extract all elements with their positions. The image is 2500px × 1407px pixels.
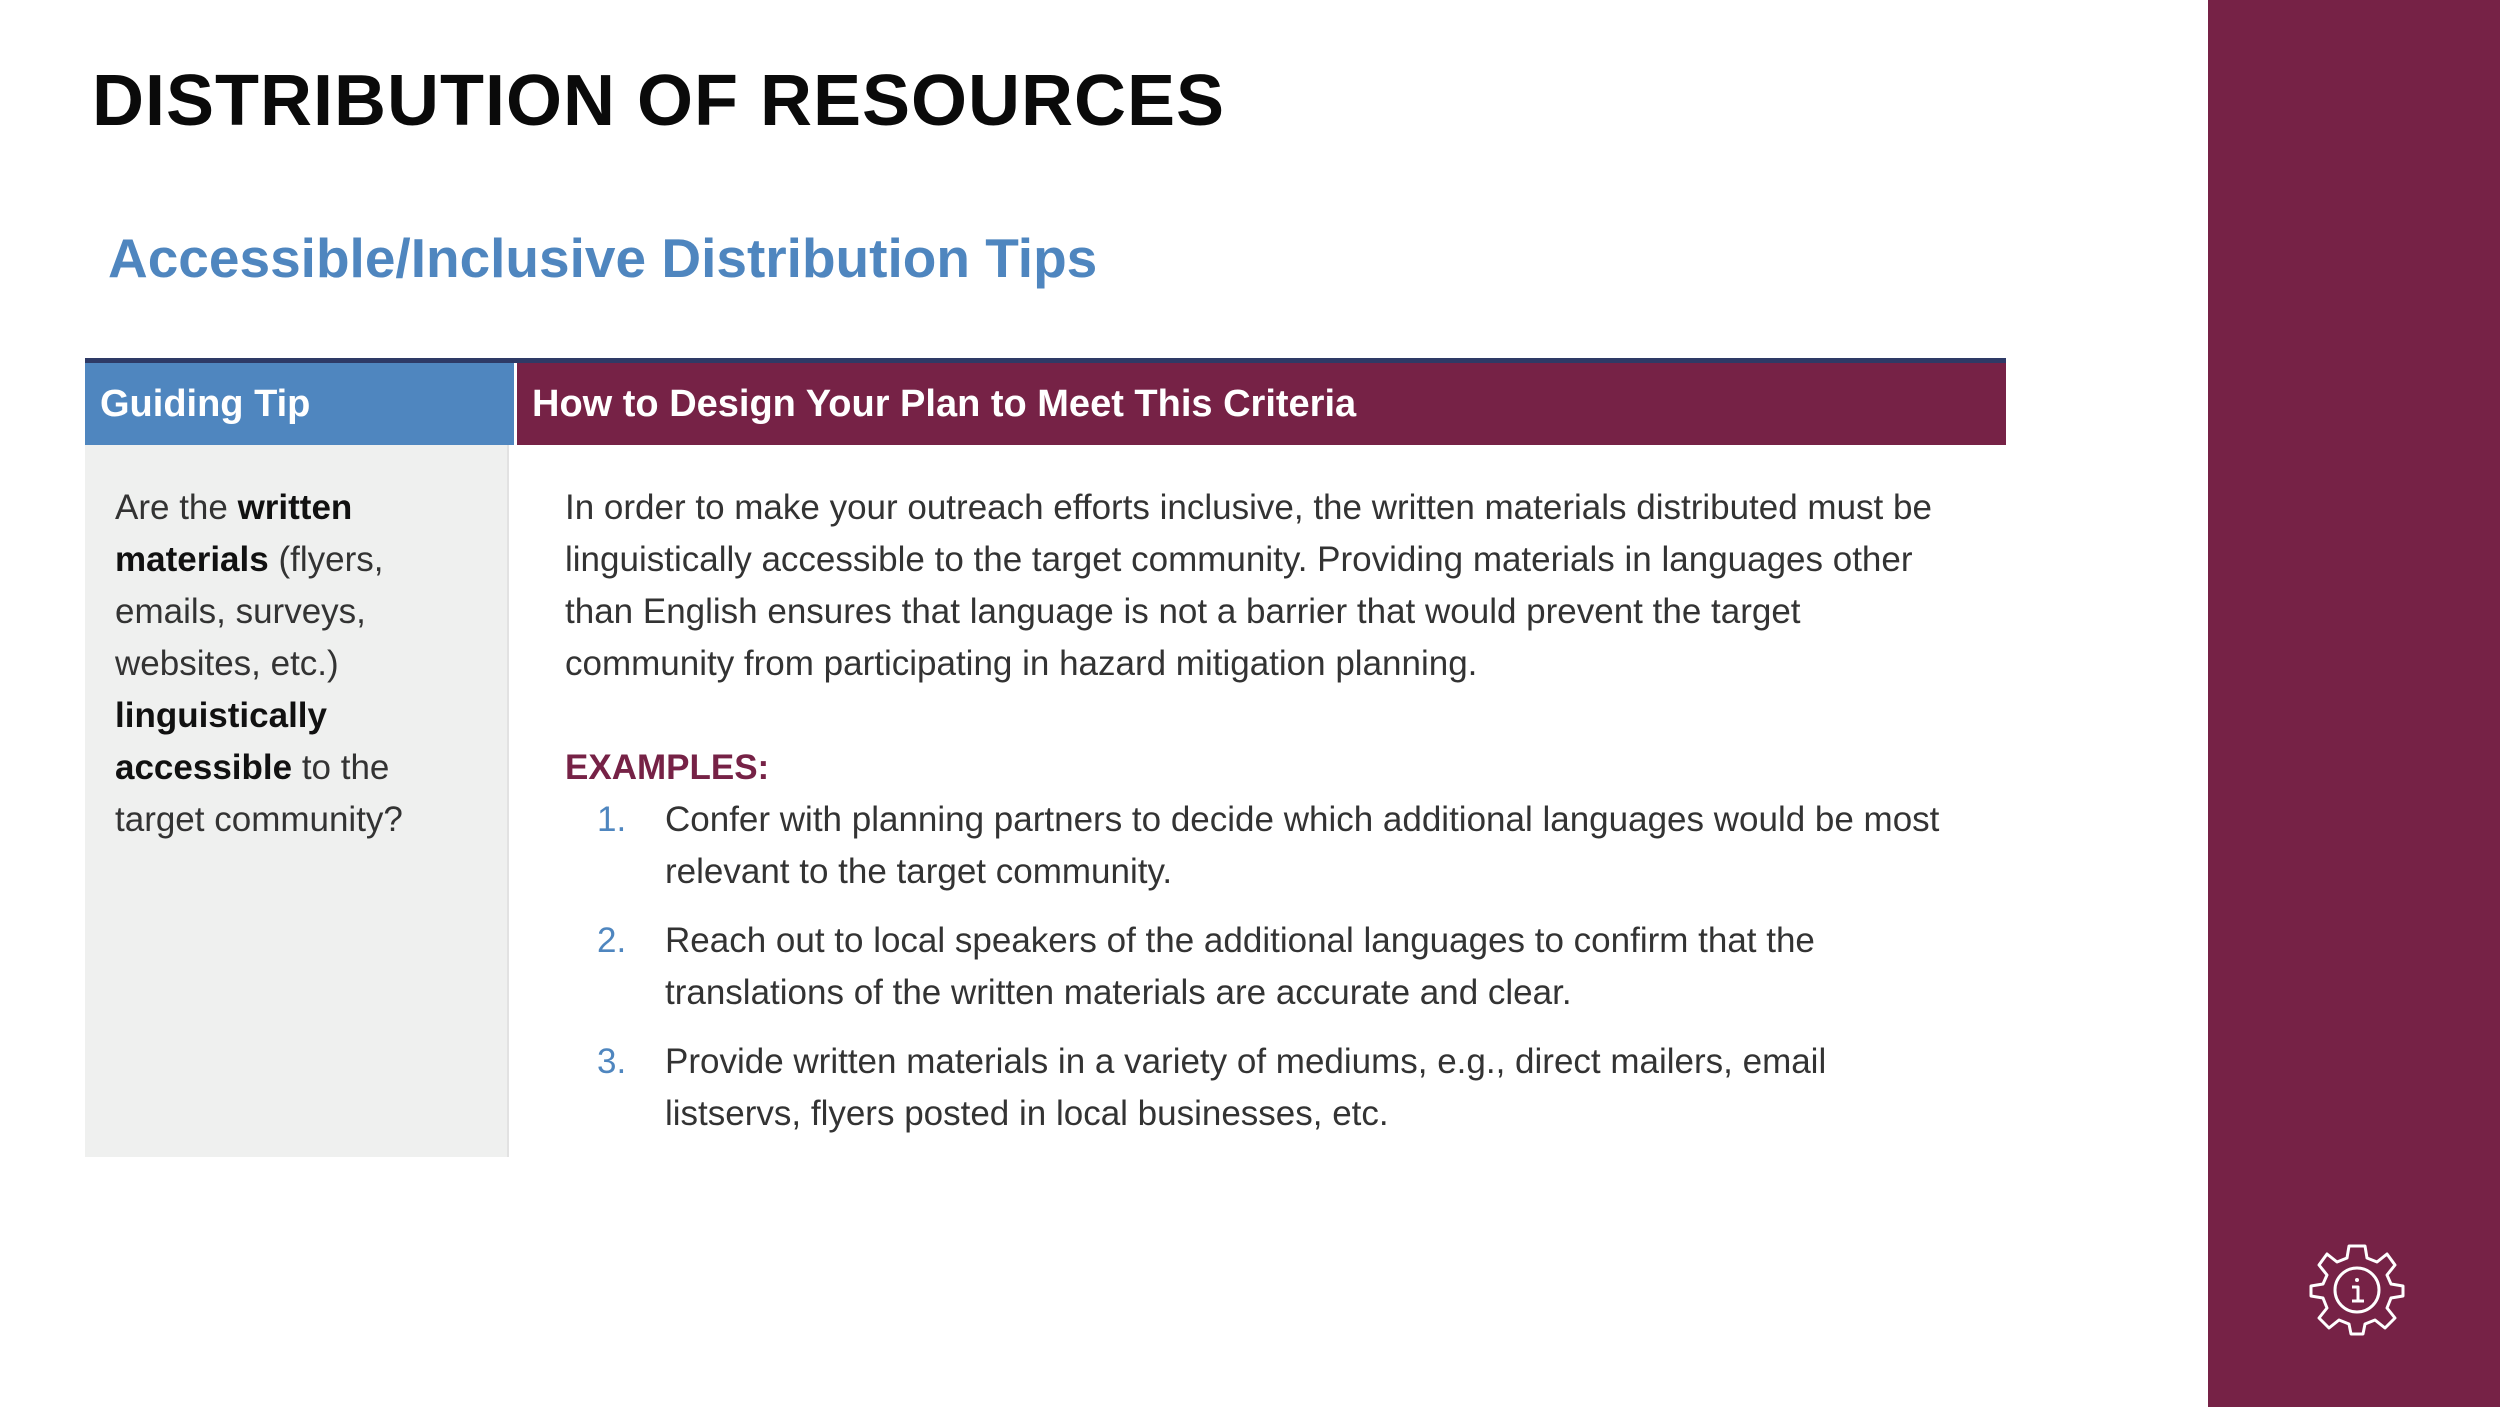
list-item-text: Reach out to local speakers of the additional languages to confirm that the translations of the written materials are accurate and clear. xyxy=(665,921,1815,1012)
tips-table xyxy=(85,358,2006,1157)
list-item xyxy=(565,915,1946,1019)
list-item-text: Confer with planning partners to decide which additional languages would be most relevant to the target community. xyxy=(665,800,1940,891)
tip-text-1: Are the xyxy=(115,488,238,527)
design-plan-cell xyxy=(509,445,2006,1157)
list-item-text: Provide written materials in a variety of mediums, e.g., direct mailers, email listservs, flyers posted in local businesses, etc. xyxy=(665,1042,1827,1133)
brand-sidebar xyxy=(2208,0,2500,1407)
guiding-tip-cell xyxy=(85,445,509,1157)
tip-bold-2: linguistically accessible xyxy=(115,696,327,787)
list-item xyxy=(565,1036,1946,1140)
tip-text-3: to the target community? xyxy=(115,748,403,839)
list-item-number: 3. xyxy=(597,1042,627,1081)
header-design-plan: How to Design Your Plan to Meet This Criteria xyxy=(517,363,2006,445)
slide-title: DISTRIBUTION OF RESOURCES xyxy=(92,61,1226,141)
slide-subtitle: Accessible/Inclusive Distribution Tips xyxy=(108,227,1098,289)
list-item-number: 2. xyxy=(597,921,627,960)
tip-text-2: (flyers, emails, surveys, websites, etc.) xyxy=(115,540,384,683)
header-guiding-tip: Guiding Tip xyxy=(85,363,514,445)
intro-paragraph: In order to make your outreach efforts inclusive, the written materials distributed must be linguistically accessible to the target community. Providing materials in languages other than English ensures that language is not a barrier that would prevent the target community from participating in hazard mitigation planning. xyxy=(565,488,1932,683)
list-item-number: 1. xyxy=(597,800,627,839)
examples-list xyxy=(565,794,1946,1140)
tip-bold-1: written materials xyxy=(115,488,353,579)
gear-info-icon xyxy=(2307,1238,2407,1338)
table-header-row xyxy=(85,363,2006,445)
table-body-row xyxy=(85,445,2006,1157)
list-item xyxy=(565,794,1946,898)
examples-label: EXAMPLES: xyxy=(565,748,770,787)
